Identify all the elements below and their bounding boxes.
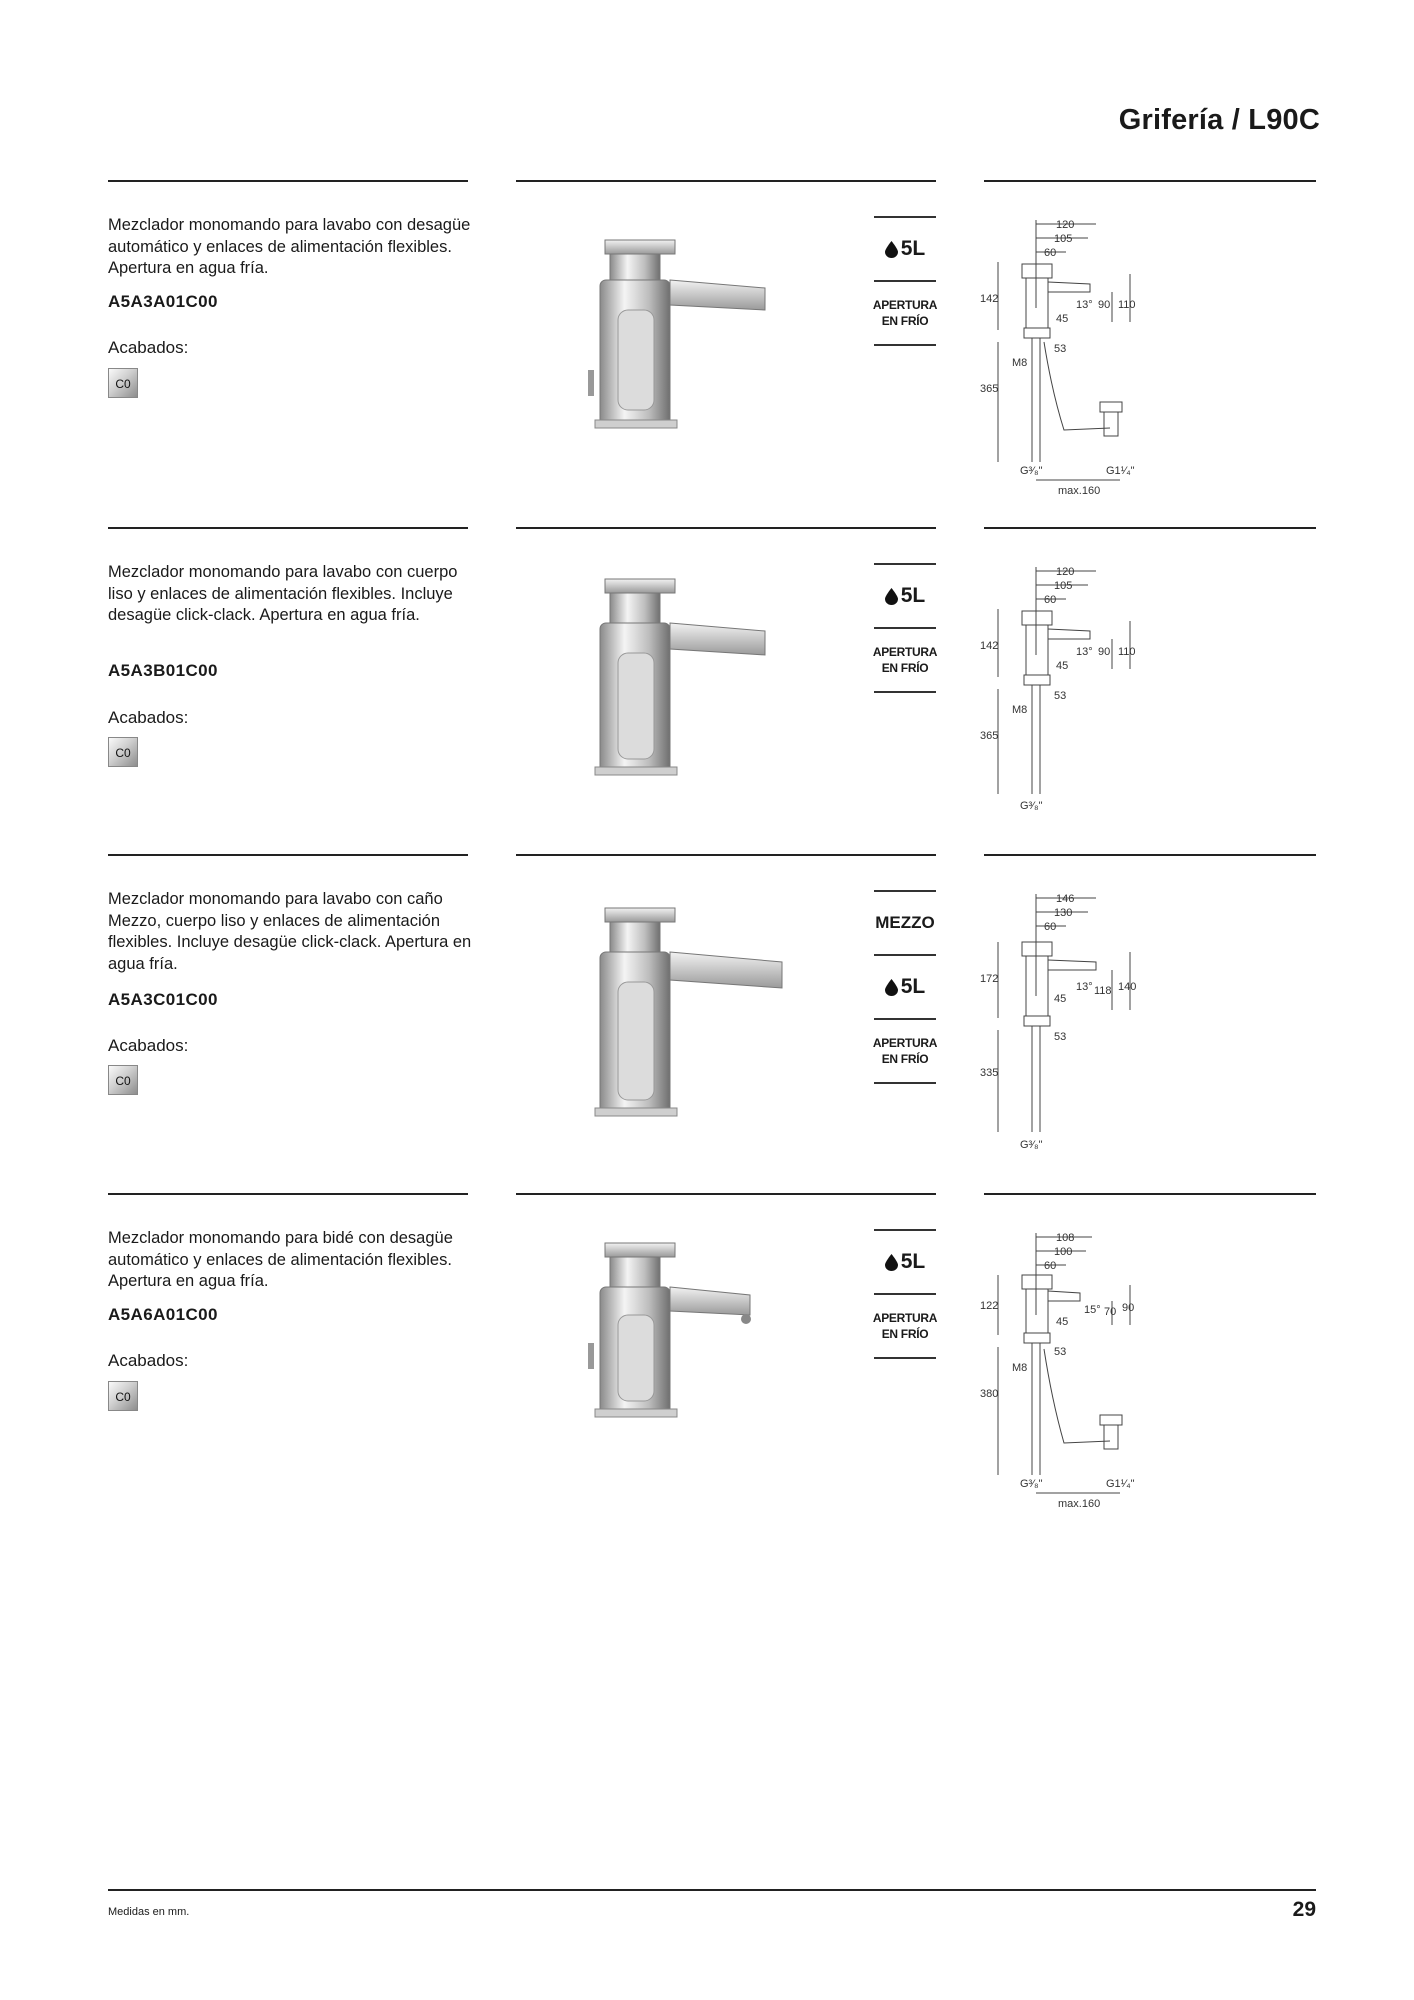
dimension-label: 118: [1094, 985, 1112, 997]
dimension-label: 335: [980, 1067, 999, 1079]
dimension-label: G1¹⁄₄": [1106, 465, 1135, 477]
flow-badge: [874, 218, 936, 280]
faucet-photo: [560, 898, 810, 1123]
product-code: A5A3B01C00: [108, 661, 218, 680]
flow-rate: 5L: [900, 237, 926, 260]
dimension-label: 120: [1056, 219, 1075, 231]
dimension-label: 45: [1056, 660, 1069, 672]
finishes-label: Acabados:: [108, 1036, 189, 1055]
dimension-label: 60: [1044, 247, 1057, 259]
dimension-label: 105: [1054, 233, 1073, 245]
dimension-label: G1¹⁄₄": [1106, 1478, 1135, 1490]
product-description: Mezclador monomando para lavabo con desagüe automático y enlaces de alimentación flexibles. Apertura en agua fría.: [108, 216, 471, 277]
flow-rate: 5L: [900, 975, 926, 998]
cold-start-badge: [874, 1020, 936, 1082]
dimension-label: 13°: [1076, 646, 1093, 658]
finish-swatch[interactable]: C0: [108, 1381, 138, 1411]
feature-badges: [874, 890, 936, 1084]
divider: [984, 854, 1316, 856]
faucet-photo: [560, 557, 810, 782]
dimension-label: 110: [1118, 299, 1136, 311]
dimension-label: M8: [1012, 704, 1028, 716]
faucet-photo: [560, 1223, 810, 1448]
dimension-label: G³⁄₈": [1020, 1139, 1043, 1151]
dimension-label: 45: [1054, 993, 1067, 1005]
dimension-label: 60: [1044, 594, 1057, 606]
finishes-label: Acabados:: [108, 1351, 189, 1370]
flow-rate: 5L: [900, 1250, 926, 1273]
dimension-label: G³⁄₈": [1020, 800, 1043, 812]
dimension-label: 15°: [1084, 1304, 1101, 1316]
cold-start-badge: [874, 629, 936, 691]
dimension-label: 130: [1054, 907, 1073, 919]
dimension-label: 70: [1104, 1306, 1117, 1318]
divider: [108, 1193, 468, 1195]
cold-start-badge: [874, 282, 936, 344]
dimension-label: G³⁄₈": [1020, 465, 1043, 477]
dimension-label: 45: [1056, 313, 1069, 325]
dimension-label: 108: [1056, 1232, 1075, 1244]
divider: [516, 527, 936, 529]
dimension-label: G³⁄₈": [1020, 1478, 1043, 1490]
product-description: Mezclador monomando para bidé con desagüe automático y enlaces de alimentación flexibles. Apertura en agua fría.: [108, 1229, 453, 1290]
finishes-label: Acabados:: [108, 708, 189, 727]
footer-divider: [108, 1889, 1316, 1891]
divider: [984, 180, 1316, 182]
cold-start-line2: EN FRÍO: [881, 314, 929, 328]
dimension-label: 53: [1054, 1031, 1067, 1043]
dimension-label: max.160: [1058, 1498, 1101, 1510]
dimension-label: 142: [980, 293, 999, 305]
product-code: A5A6A01C00: [108, 1305, 218, 1324]
dimension-label: 53: [1054, 1346, 1067, 1358]
dimension-label: 53: [1054, 690, 1067, 702]
divider: [516, 180, 936, 182]
finish-swatch[interactable]: C0: [108, 737, 138, 767]
dimension-label: 380: [980, 1388, 999, 1400]
badge-divider: [874, 691, 936, 693]
flow-badge: [874, 1231, 936, 1293]
dimension-label: 365: [980, 730, 999, 742]
water-drop-icon: [885, 588, 898, 605]
divider: [108, 527, 468, 529]
dimension-label: M8: [1012, 1362, 1028, 1374]
dimension-label: 365: [980, 383, 999, 395]
cold-start-line1: APERTURA: [872, 645, 938, 659]
dimension-label: 13°: [1076, 981, 1093, 993]
faucet-photo: [560, 210, 810, 435]
dimension-label: 122: [980, 1300, 999, 1312]
dimension-label: 120: [1056, 566, 1075, 578]
dimension-label: 110: [1118, 646, 1136, 658]
technical-drawing: [980, 559, 1160, 849]
page-title: Grifería / L90C: [1118, 104, 1320, 136]
cold-start-line2: EN FRÍO: [881, 1052, 929, 1066]
badge-divider: [874, 344, 936, 346]
page-number: 29: [1292, 1898, 1316, 1921]
cold-start-line1: APERTURA: [872, 1311, 938, 1325]
cold-start-line2: EN FRÍO: [881, 1327, 929, 1341]
cold-start-badge: [874, 1295, 936, 1357]
dimension-label: 105: [1054, 580, 1073, 592]
dimension-label: 142: [980, 640, 999, 652]
divider: [984, 527, 1316, 529]
dimension-label: 146: [1056, 893, 1075, 905]
water-drop-icon: [885, 241, 898, 258]
finish-swatch[interactable]: C0: [108, 1065, 138, 1095]
finish-swatch[interactable]: C0: [108, 368, 138, 398]
flow-rate: 5L: [900, 584, 926, 607]
divider: [516, 1193, 936, 1195]
feature-badges: [874, 1229, 936, 1359]
dimension-label: 90: [1098, 646, 1111, 658]
dimension-label: 100: [1054, 1246, 1073, 1258]
divider: [516, 854, 936, 856]
dimension-label: 172: [980, 973, 999, 985]
technical-drawing: [980, 1225, 1160, 1515]
dimension-label: 45: [1056, 1316, 1069, 1328]
dimension-label: M8: [1012, 357, 1028, 369]
dimension-label: 60: [1044, 921, 1057, 933]
dimension-label: max.160: [1058, 485, 1101, 497]
feature-badges: [874, 216, 936, 346]
product-description: Mezclador monomando para lavabo con caño Mezzo, cuerpo liso y enlaces de alimentación flexibles. Incluye desagüe click-clack. Apertura en agua fría.: [108, 890, 472, 973]
divider: [984, 1193, 1316, 1195]
dimension-label: 90: [1122, 1302, 1135, 1314]
product-description: Mezclador monomando para lavabo con cuerpo liso y enlaces de alimentación flexibles. Incluye desagüe click-clack. Apertura en agua fría.: [108, 563, 458, 624]
cold-start-line2: EN FRÍO: [881, 661, 929, 675]
product-code: A5A3A01C00: [108, 292, 218, 311]
dimension-label: 90: [1098, 299, 1111, 311]
dimension-label: 60: [1044, 1260, 1057, 1272]
cold-start-line1: APERTURA: [872, 298, 938, 312]
product-code: A5A3C01C00: [108, 990, 218, 1009]
mezzo-badge: MEZZO: [875, 913, 935, 932]
cold-start-line1: APERTURA: [872, 1036, 938, 1050]
finishes-label: Acabados:: [108, 338, 189, 357]
dimension-label: 140: [1118, 981, 1137, 993]
technical-drawing: [980, 886, 1160, 1176]
dimension-label: 53: [1054, 343, 1067, 355]
flow-badge: [874, 565, 936, 627]
flow-badge: [874, 956, 936, 1018]
technical-drawing: [980, 212, 1160, 502]
badge-divider: [874, 1357, 936, 1359]
badge-divider: [874, 1082, 936, 1084]
water-drop-icon: [885, 1254, 898, 1271]
divider: [108, 180, 468, 182]
feature-badges: [874, 563, 936, 693]
dimension-label: 13°: [1076, 299, 1093, 311]
water-drop-icon: [885, 979, 898, 996]
footer-note: Medidas en mm.: [108, 1906, 190, 1918]
divider: [108, 854, 468, 856]
